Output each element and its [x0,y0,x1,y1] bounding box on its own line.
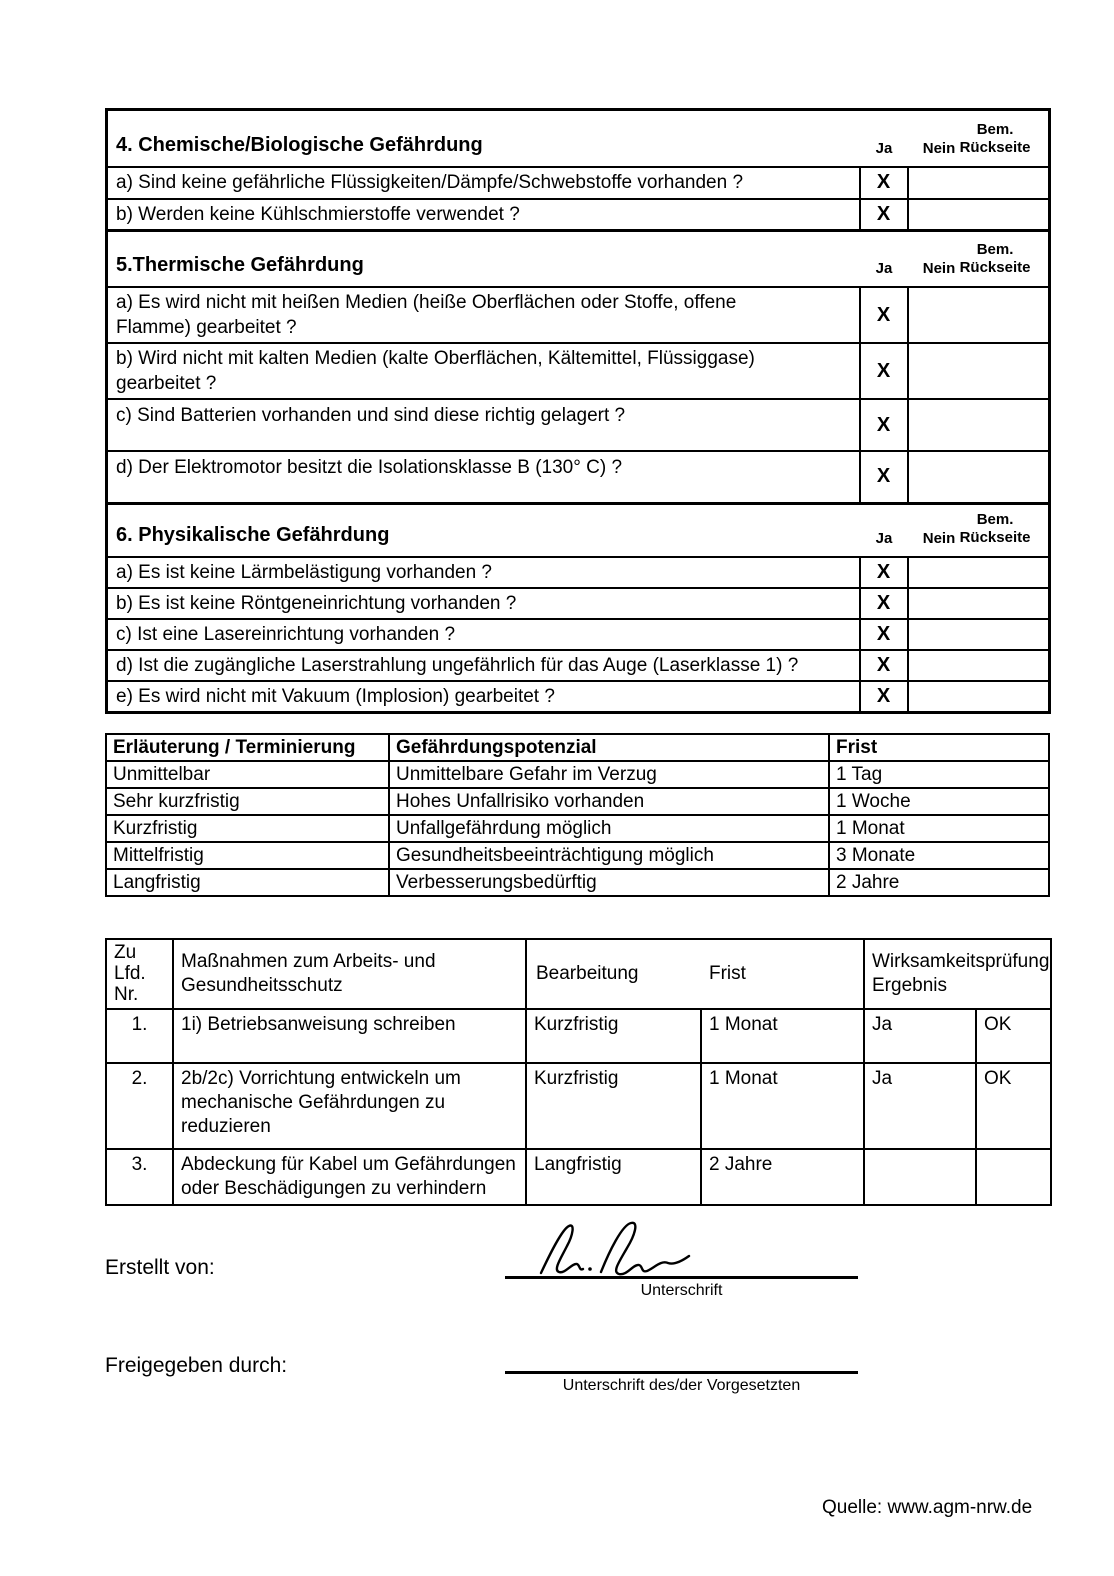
answer-ja-cell: X [860,167,908,199]
measure-ergebnis: OK [976,1063,1051,1149]
measures-table [105,938,1052,1206]
measure-text: 2b/2c) Vorrichtung entwickeln um mechanische Gefährdungen zu reduzieren [173,1063,526,1149]
answer-ja-cell: X [860,588,908,619]
measure-wirksamkeit [864,1149,976,1205]
measure-text: Abdeckung für Kabel um Gefährdungen oder Beschädigungen zu verhindern [173,1149,526,1205]
question-text: c) Sind Batterien vorhanden und sind diese richtig gelagert ? [107,399,860,451]
question-row [107,588,1050,619]
section-header-row [107,230,1050,287]
measure-frist: 1 Monat [701,1009,864,1063]
section-header-row [107,503,1050,557]
measure-row [106,1009,1051,1063]
legend-header-terminierung: Erläuterung / Terminierung [106,734,389,761]
measure-wirksamkeit: Ja [864,1063,976,1149]
answer-ja-cell: X [860,557,908,588]
signature-line-approved [505,1371,858,1374]
measures-header-bearbeitung-frist [526,939,864,1009]
question-row [107,681,1050,713]
column-header-nein: Nein [922,260,956,277]
measure-ergebnis [976,1149,1051,1205]
answer-bem-cell [908,167,1050,199]
answer-bem-cell [908,681,1050,713]
answer-ja-cell: X [860,619,908,650]
question-row [107,167,1050,199]
hazard-checklist-table [105,108,1051,714]
signature-caption-created: Unterschrift [640,1282,723,1299]
approved-by-label: Freigegeben durch: [105,1354,288,1377]
question-text: c) Ist eine Lasereinrichtung vorhanden ? [107,619,860,650]
question-row [107,619,1050,650]
measure-row [106,1149,1051,1205]
measures-header-nr: Zu Lfd. Nr. [106,939,173,1009]
question-text: b) Wird nicht mit kalten Medien (kalte Oberflächen, Kältemittel, Flüssiggase) gearbeitet ? [116,348,755,394]
question-text: a) Sind keine gefährliche Flüssigkeiten/Dämpfe/Schwebstoffe vorhanden ? [107,167,860,199]
question-row [107,557,1050,588]
question-row [107,343,1050,399]
answer-bem-cell [908,650,1050,681]
legend-header-frist: Frist [829,734,1049,761]
measures-header-wirksamkeit: Wirksamkeitsprüfung Ergebnis [864,939,1051,1009]
legend-header-row [106,734,1049,761]
measure-ergebnis: OK [976,1009,1051,1063]
question-row [107,199,1050,231]
signature-caption-approved: Unterschrift des/der Vorgesetzten [562,1377,801,1394]
answer-bem-cell [908,287,1050,343]
column-header-ja: Ja [875,139,893,157]
measures-header-bearbeitung: Bearbeitung [536,963,639,984]
answer-ja-cell: X [860,199,908,231]
measures-header-frist: Frist [709,963,746,984]
legend-header-potenzial: Gefährdungspotenzial [389,734,829,761]
question-text: e) Es wird nicht mit Vakuum (Implosion) gearbeitet ? [107,681,860,713]
answer-ja-cell: X [860,399,908,451]
measure-nr: 3. [106,1149,173,1205]
answer-ja-cell: X [860,681,908,713]
measure-bearbeitung: Langfristig [526,1149,701,1205]
question-row [107,650,1050,681]
question-text: b) Es ist keine Röntgeneinrichtung vorhanden ? [107,588,860,619]
measure-frist: 2 Jahre [701,1149,864,1205]
legend-table [105,733,1050,897]
measure-bearbeitung: Kurzfristig [526,1063,701,1149]
answer-ja-cell: X [860,451,908,503]
question-text: d) Der Elektromotor besitzt die Isolationsklasse B (130° C) ? [107,451,860,503]
legend-row: Langfristig Verbesserungsbedürftig 2 Jahre [106,869,1049,896]
measures-header-massnahmen: Maßnahmen zum Arbeits- und Gesundheitsschutz [173,939,526,1009]
answer-bem-cell [908,199,1050,231]
question-text: d) Ist die zugängliche Laserstrahlung ungefährlich für das Auge (Laserklasse 1) ? [107,650,860,681]
section-title: 5.Thermische Gefährdung [116,254,364,276]
column-header-ja: Ja [875,260,893,277]
answer-bem-cell [908,399,1050,451]
column-header-ja: Ja [875,530,893,547]
answer-bem-cell [908,557,1050,588]
question-row [107,287,1050,343]
section-title: 6. Physikalische Gefährdung [116,524,390,546]
measure-nr: 1. [106,1009,173,1063]
question-row [107,451,1050,503]
column-header-nein: Nein [922,530,956,547]
created-by-label: Erstellt von: [105,1256,215,1279]
measure-text: 1i) Betriebsanweisung schreiben [173,1009,526,1063]
answer-ja-cell: X [860,343,908,399]
signature-image [535,1218,695,1280]
question-row [107,399,1050,451]
legend-row: Kurzfristig Unfallgefährdung möglich 1 Monat [106,815,1049,842]
answer-bem-cell [908,619,1050,650]
answer-ja-cell: X [860,650,908,681]
column-header-bem: Bem. Rückseite [959,511,1031,546]
answer-bem-cell [908,343,1050,399]
legend-row: Unmittelbar Unmittelbare Gefahr im Verzug 1 Tag [106,761,1049,788]
section-header-row [107,110,1050,167]
source-note: Quelle: www.agm-nrw.de [822,1497,1033,1518]
answer-bem-cell [908,451,1050,503]
question-text: a) Es ist keine Lärmbelästigung vorhanden ? [107,557,860,588]
measure-row [106,1063,1051,1149]
measure-nr: 2. [106,1063,173,1149]
measure-wirksamkeit: Ja [864,1009,976,1063]
legend-row: Mittelfristig Gesundheitsbeeinträchtigung möglich 3 Monate [106,842,1049,869]
measure-bearbeitung: Kurzfristig [526,1009,701,1063]
column-header-bem: Bem. Rückseite [959,241,1031,276]
measures-header-row [106,939,1051,1009]
column-header-nein: Nein [922,139,956,157]
question-text: b) Werden keine Kühlschmierstoffe verwendet ? [107,199,860,231]
column-header-bem: Bem. Rückseite [959,120,1031,156]
section-title: 4. Chemische/Biologische Gefährdung [116,133,483,156]
measure-frist: 1 Monat [701,1063,864,1149]
answer-bem-cell [908,588,1050,619]
legend-row: Sehr kurzfristig Hohes Unfallrisiko vorhanden 1 Woche [106,788,1049,815]
question-text: a) Es wird nicht mit heißen Medien (heiße Oberflächen oder Stoffe, offene Flamme) gearbeitet ? [116,292,737,338]
signature-line-created [505,1276,858,1279]
answer-ja-cell: X [860,287,908,343]
